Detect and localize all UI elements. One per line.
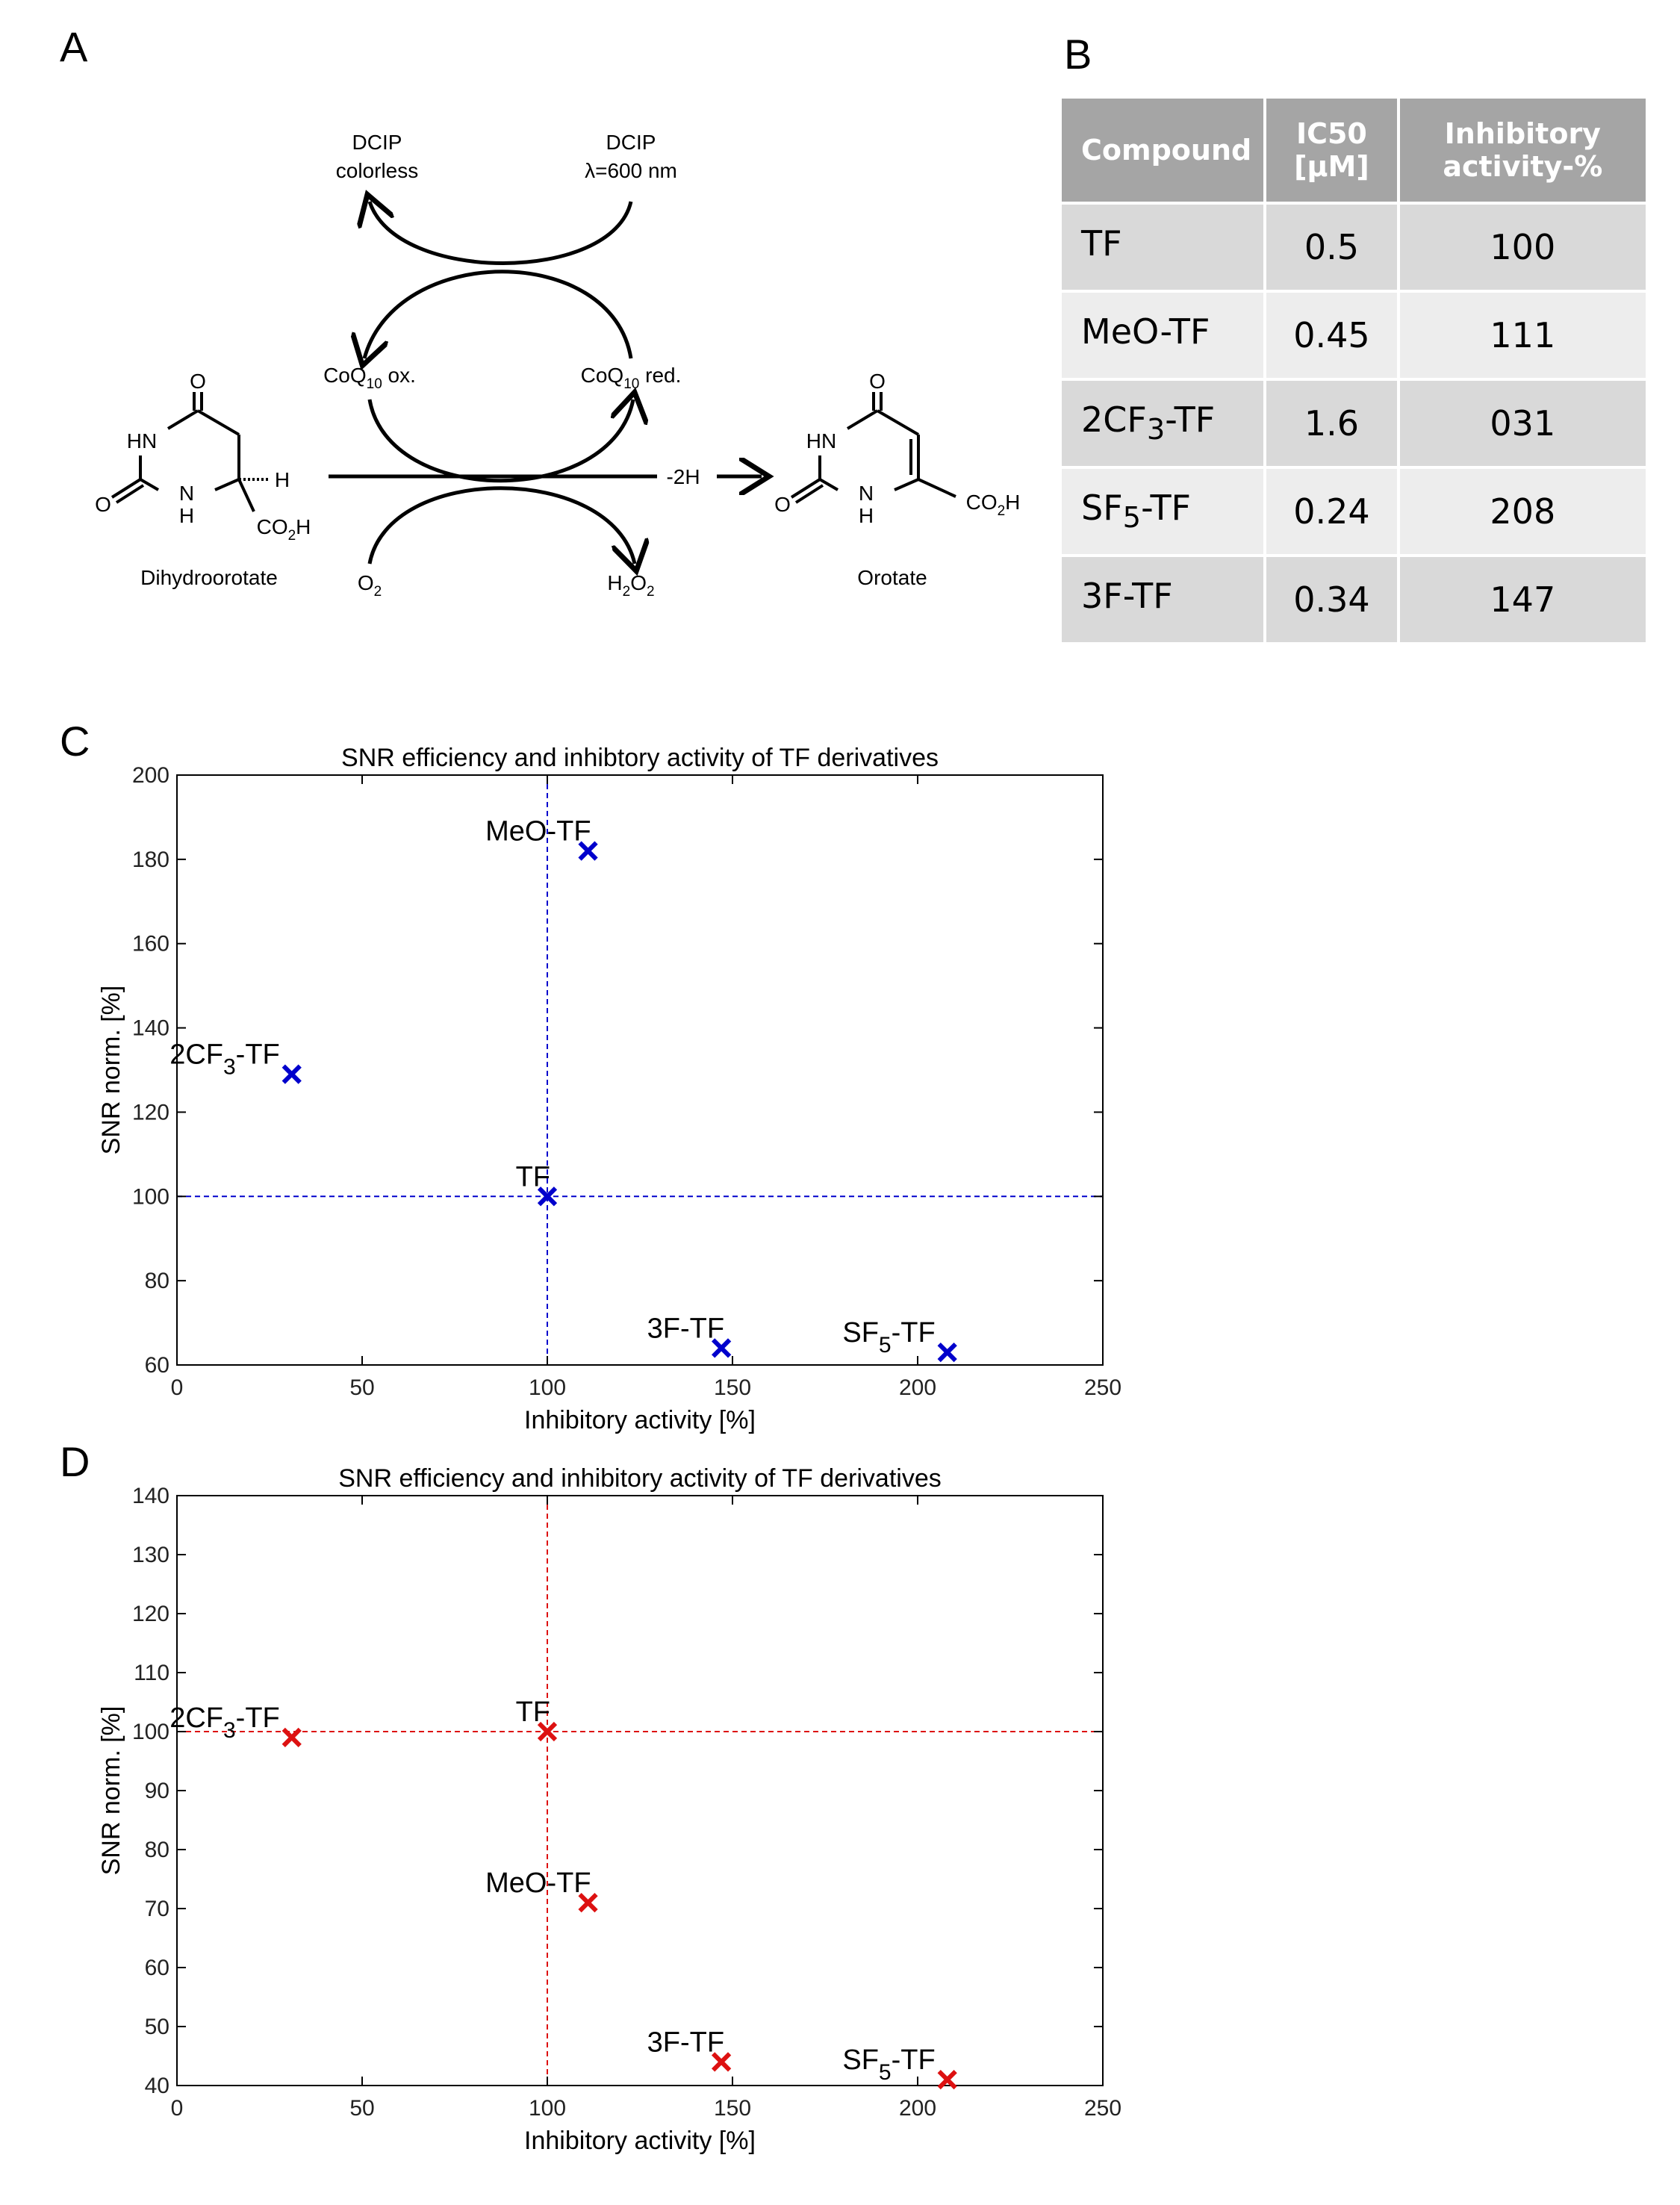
data-point-label: TF [515, 1696, 550, 1728]
dcip-left-line1: DCIP [352, 131, 402, 154]
dihydroorotate-name: Dihydroorotate [140, 566, 278, 589]
data-point-marker [284, 1729, 300, 1746]
data-point-label: 3F-TF [647, 1313, 725, 1345]
y-axis-label: SNR norm. [%] [97, 985, 125, 1155]
dho-co2h: $CO_2H$ [256, 515, 311, 544]
table-row [1062, 381, 1646, 466]
y-tick-label: 110 [134, 1661, 169, 1685]
table-row [1062, 293, 1646, 378]
header-ic50: IC50 [µM] [1266, 99, 1396, 202]
compound-table [1059, 96, 1649, 645]
dcip-arc-top [370, 202, 631, 264]
o2-label: $O_2$ [357, 571, 382, 600]
data-point-label: MeO-TF [485, 815, 591, 848]
x-tick-label: 150 [713, 2096, 752, 2121]
y-tick-label: 90 [144, 1779, 169, 1803]
x-tick-label: 250 [1083, 2096, 1122, 2121]
x-axis-label: Inhibitory activity [%] [524, 2127, 756, 2155]
y-tick-label: 80 [144, 1838, 169, 1862]
dcip-right-line2: λ=600 nm [585, 159, 677, 182]
y-tick-label: 200 [131, 763, 169, 788]
coq-arc-upper [364, 272, 631, 358]
plot-frame [177, 1496, 1103, 2086]
coq-arc-lower [370, 399, 633, 481]
y-tick-label: 100 [131, 1720, 169, 1744]
data-point-marker [284, 1066, 300, 1083]
cell-compound: $2CF_3-TF$ [1062, 381, 1263, 466]
x-tick-label: 0 [170, 1375, 184, 1400]
cell-compound: 3F-TF [1062, 557, 1263, 642]
table-header-row [1062, 99, 1646, 202]
header-compound: Compound [1062, 99, 1263, 202]
data-point-label: MeO-TF [485, 1867, 591, 1900]
cell-activity: 031 [1400, 381, 1646, 466]
y-tick-label: 100 [131, 1184, 169, 1210]
x-tick-label: 200 [898, 1375, 937, 1400]
data-point-label: $SF_5-TF$ [842, 2044, 936, 2086]
dho-oxygen-left: O [95, 493, 111, 516]
y-tick-label: 60 [144, 1956, 169, 1980]
x-tick-label: 100 [528, 1375, 567, 1400]
orotate-name: Orotate [857, 566, 927, 589]
coq-ox-label: CoQ$_{10}$ ox. [323, 364, 416, 392]
chart-title: SNR efficiency and inhibitory activity of TF derivatives [338, 1464, 942, 1493]
x-tick-label: 150 [713, 1375, 752, 1400]
cell-activity: 208 [1400, 469, 1646, 554]
compound-table-container [1059, 96, 1649, 645]
oro-oxygen-top: O [869, 370, 886, 393]
y-tick-label: 40 [144, 2074, 169, 2098]
table-row [1062, 205, 1646, 290]
y-tick-label: 80 [144, 1269, 169, 1294]
table-row [1062, 469, 1646, 554]
cell-compound: $SF_5-TF$ [1062, 469, 1263, 554]
panel-label-a: A [60, 23, 88, 70]
x-tick-label: 200 [898, 2096, 937, 2121]
y-tick-label: 120 [131, 1100, 169, 1125]
cell-ic50: 0.5 [1266, 205, 1396, 290]
data-point-label: $2CF_3-TF$ [169, 1039, 280, 1080]
cell-ic50: 0.45 [1266, 293, 1396, 378]
oro-co2h: $CO_2H$ [965, 491, 1021, 519]
h2o2-label: $H_2O_2$ [607, 571, 655, 600]
dcip-left-line2: colorless [335, 159, 419, 182]
x-tick-label: 250 [1083, 1375, 1122, 1400]
cell-activity: 100 [1400, 205, 1646, 290]
oro-hn: HN [806, 429, 837, 452]
scatter-chart-c [45, 732, 1165, 1449]
cell-compound: TF [1062, 205, 1263, 290]
data-point-label: $SF_5-TF$ [842, 1317, 936, 1358]
dho-hn: HN [126, 429, 158, 452]
panel-label-b: B [1064, 31, 1092, 78]
reaction-scheme [75, 112, 1060, 620]
x-tick-label: 50 [349, 2096, 375, 2121]
y-axis-label: SNR norm. [%] [97, 1705, 125, 1876]
x-tick-label: 50 [349, 1375, 375, 1400]
y-tick-label: 60 [144, 1353, 169, 1378]
y-tick-label: 180 [131, 847, 169, 872]
data-point-label: 3F-TF [647, 2027, 725, 2059]
y-tick-label: 70 [144, 1897, 169, 1921]
x-tick-label: 100 [528, 2096, 567, 2121]
dcip-right-line1: DCIP [606, 131, 656, 154]
panel-label-c: C [60, 718, 90, 765]
plot-frame [177, 775, 1103, 1365]
minus-2h-label: -2H [666, 465, 700, 488]
cell-compound: MeO-TF [1062, 293, 1263, 378]
table-row [1062, 557, 1646, 642]
chart-title: SNR efficiency and inhibtory activity of TF derivatives [341, 744, 939, 772]
y-tick-label: 140 [131, 1016, 169, 1041]
data-point-marker [939, 1344, 956, 1360]
scatter-chart-d [45, 1452, 1165, 2169]
coq-red-label: CoQ$_{10}$ red. [580, 364, 682, 392]
cell-ic50: 1.6 [1266, 381, 1396, 466]
dho-oxygen-top: O [190, 370, 206, 393]
cell-ic50: 0.34 [1266, 557, 1396, 642]
data-point-label: TF [515, 1161, 550, 1193]
panel-label-d: D [60, 1438, 90, 1485]
cell-activity: 147 [1400, 557, 1646, 642]
o2-arc [370, 488, 635, 564]
y-tick-label: 140 [131, 1484, 169, 1508]
oro-oxygen-left: O [774, 493, 791, 516]
header-activity: Inhibitory activity-% [1400, 99, 1646, 202]
dho-stereo-h: H [274, 468, 290, 491]
oro-n: N [858, 482, 874, 505]
y-tick-label: 160 [131, 931, 169, 957]
y-tick-label: 120 [131, 1602, 169, 1626]
oro-nh-h: H [858, 504, 874, 527]
x-tick-label: 0 [170, 2096, 184, 2121]
cell-activity: 111 [1400, 293, 1646, 378]
cell-ic50: 0.24 [1266, 469, 1396, 554]
dho-n: N [178, 482, 195, 505]
data-point-label: $2CF_3-TF$ [169, 1702, 280, 1743]
y-tick-label: 50 [144, 2015, 169, 2039]
dho-nh-h: H [178, 504, 195, 527]
x-axis-label: Inhibitory activity [%] [524, 1406, 756, 1434]
y-tick-label: 130 [131, 1543, 169, 1567]
